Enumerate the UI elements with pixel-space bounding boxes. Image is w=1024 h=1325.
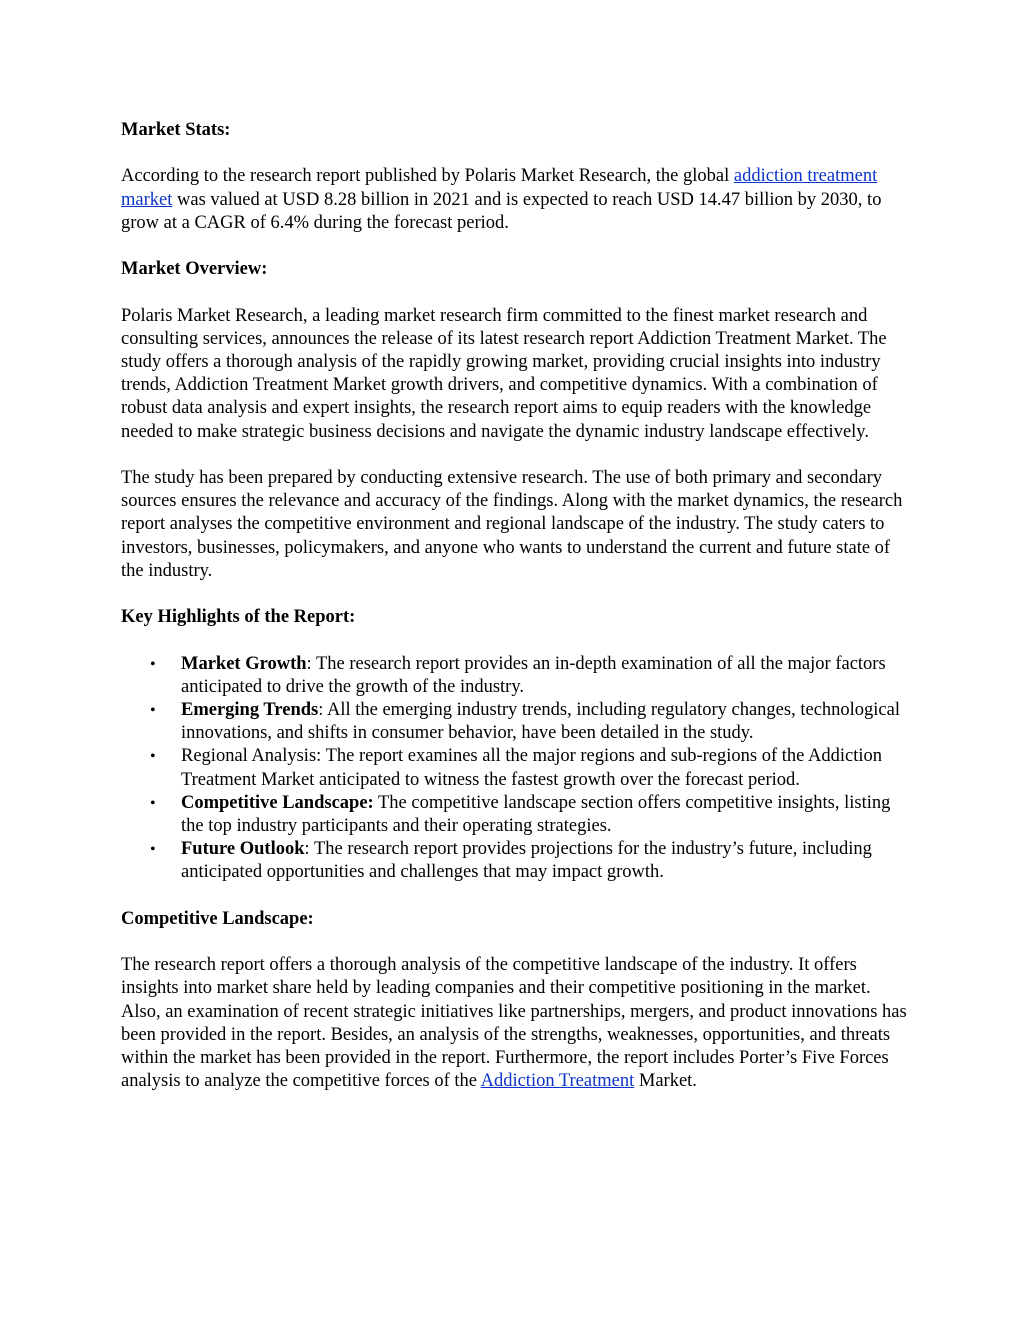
spacer	[121, 281, 911, 304]
market-stats-heading: Market Stats:	[121, 120, 231, 140]
competitive-landscape-text-after: Market.	[634, 1071, 697, 1092]
highlight-text: : The research report provides an in-depth examination of all the major factors anticipated to drive the growth of the industry.	[181, 653, 886, 697]
market-overview-heading: Market Overview:	[121, 259, 268, 280]
list-item	[150, 699, 911, 745]
key-highlights-heading: Key Highlights of the Report:	[121, 607, 356, 628]
competitive-landscape-paragraph	[121, 954, 911, 1093]
spacer	[121, 444, 911, 467]
bullet-icon: •	[150, 701, 156, 719]
highlight-title: Emerging Trends	[181, 699, 319, 720]
highlight-text: : The research report provides projections for the industry’s future, including anticipated opportunities and challenges that may impact growth.	[181, 839, 872, 883]
bullet-icon: •	[150, 748, 156, 766]
document-page	[121, 119, 911, 1093]
market-stats-text-after: was valued at USD 8.28 billion in 2021 and is expected to reach USD 14.47 billion by 2030, to grow at a CAGR of 6.4% during the forecast period.	[121, 189, 882, 233]
bullet-icon: •	[150, 794, 156, 812]
bullet-icon: •	[150, 655, 156, 673]
list-item	[150, 838, 911, 884]
spacer	[121, 142, 911, 165]
market-stats-paragraph	[121, 165, 911, 235]
highlight-title: Competitive Landscape:	[181, 792, 374, 813]
spacer	[121, 931, 911, 954]
highlight-title: Future Outlook	[181, 839, 305, 860]
highlight-text: Regional Analysis: The report examines all the major regions and sub-regions of the Addiction Treatment Market anticipated to witness the fastest growth over the forecast period.	[181, 746, 882, 790]
market-stats-text-before: According to the research report published by Polaris Market Research, the global	[121, 166, 734, 187]
list-item	[150, 745, 911, 791]
market-overview-paragraph-1: Polaris Market Research, a leading market research firm committed to the finest market research and consulting services, announces the release of its latest research report Addiction Treatment Market. The study offers a thorough analysis of the rapidly growing market, providing crucial insights into industry trends, Addiction Treatment Market growth drivers, and competitive dynamics. With a combination of robust data analysis and expert insights, the research report aims to equip readers with the knowledge needed to make strategic business decisions and navigate the dynamic industry landscape effectively.	[121, 305, 887, 442]
spacer	[121, 629, 911, 652]
competitive-landscape-heading: Competitive Landscape:	[121, 908, 314, 929]
addiction-treatment-market-link[interactable]: addiction treatment market	[121, 166, 878, 210]
market-overview-paragraph-2: The study has been prepared by conducting extensive research. The use of both primary and secondary sources ensures the relevance and accuracy of the findings. Along with the market dynamics, the research report analyses the competitive environment and regional landscape of the industry. The study caters to investors, businesses, policymakers, and anyone who wants to understand the current and future state of the industry.	[121, 467, 903, 581]
highlight-text: The competitive landscape section offers competitive insights, listing the top industry participants and their operating strategies.	[181, 792, 891, 836]
highlight-title: Market Growth	[181, 653, 307, 674]
addiction-treatment-link[interactable]: Addiction Treatment	[480, 1071, 635, 1092]
spacer	[121, 885, 911, 908]
list-item	[150, 653, 911, 699]
highlight-text: : All the emerging industry trends, including regulatory changes, technological innovations, and shifts in consumer behavior, have been detailed in the study.	[181, 699, 900, 744]
competitive-landscape-text-before: The research report offers a thorough analysis of the competitive landscape of the industry. It offers insights into market share held by leading companies and their competitive positioning in the market. Also, an examination of recent strategic initiatives like partnerships, mergers, and product innovations has been provided in the report. Besides, an analysis of the strengths, weaknesses, opportunities, and threats within the market has been provided in the report. Furthermore, the report includes Porter’s Five Forces analysis to analyze the competitive forces of the	[121, 955, 907, 1092]
list-item	[150, 792, 911, 838]
key-highlights-list	[121, 653, 911, 885]
spacer	[121, 583, 911, 606]
spacer	[121, 235, 911, 258]
bullet-icon: •	[150, 841, 156, 859]
